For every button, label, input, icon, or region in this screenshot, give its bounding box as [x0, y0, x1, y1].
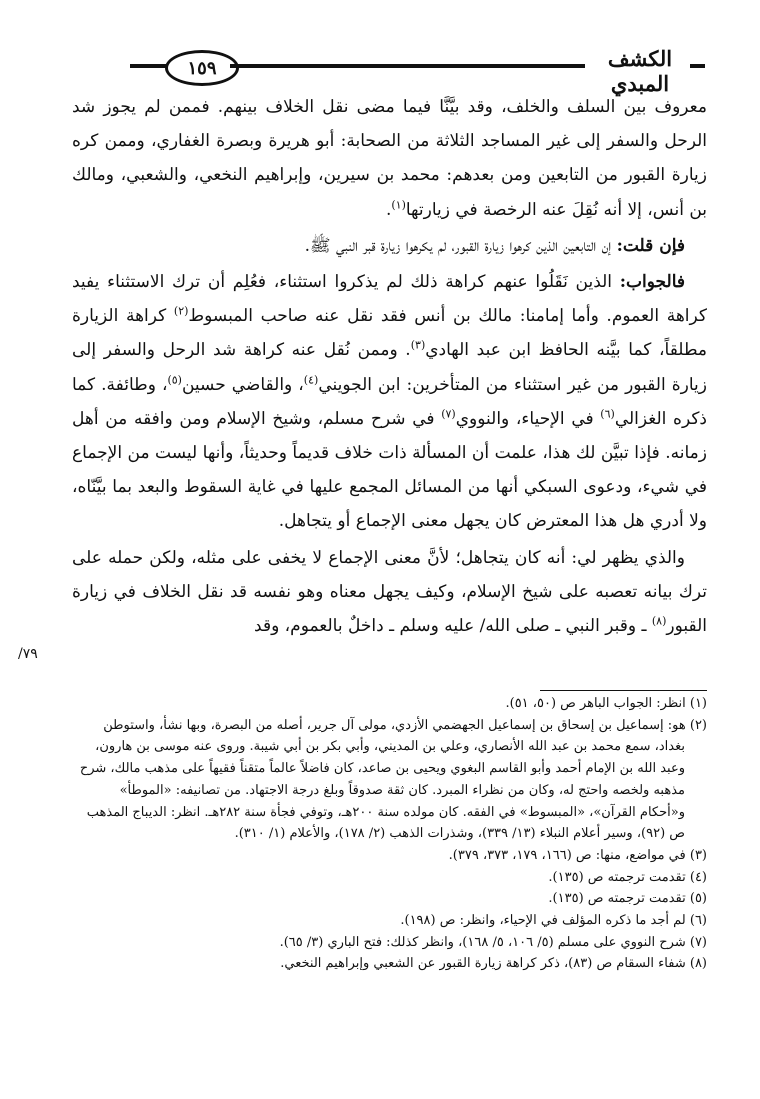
- page-header: [130, 40, 705, 96]
- question-text: إن التابعين الذين كرهوا زيارة القبور، لم يكرهوا زيارة قبر النبي ﷺ.: [304, 235, 612, 256]
- footnote-3: (٣) في مواضع، منها: ص (١٦٦، ١٧٩، ٣٧٣، ٣٧٩).: [448, 847, 707, 863]
- answer-text-5: ، وطائفة. كما ذكره الغزالي: [72, 374, 707, 429]
- footnote-separator: [540, 690, 707, 691]
- footnote-ref-4: (٤): [303, 372, 319, 386]
- final-text-1: والذي يظهر لي: أنه كان يتجاهل؛ لأنَّ معنى الإجماع لا يخفى على مثله، ولكن حمله على ترك بيانه تعصبه على شيخ الإسلام، وكيف يجهل معناه وهو نفسه قد نقل الخلاف في زيارة القبور: [72, 547, 707, 637]
- footnote-1: (١) انظر: الجواب الباهر ص (٥٠، ٥١).: [505, 696, 707, 711]
- footnote-ref-7: (٧): [441, 407, 456, 421]
- answer-text-4: ، والقاضي حسين: [181, 374, 304, 395]
- footnote-ref-2: (٢): [173, 304, 189, 318]
- answer-text-1: الذين نَقَلُوا عنهم كراهة ذلك لم يذكروا استثناء، فعُلِم أن ترك الاستثناء يفيد كراهة العموم. وأما إمامنا: مالك بن أنس فقد نقل عنه صاحب المبسوط: [72, 272, 707, 327]
- final-paragraph: [72, 541, 707, 644]
- running-title: الكشف المبدي: [607, 46, 673, 96]
- footnote-2: (٢) هو: إسماعيل بن إسحاق بن إسماعيل الجهضمي الأزدي، مولى آل جرير، أصله من البصرة، وبها نشأ، واستوطن بغداد، سمع محمد بن عبد الله الأنصاري، وعلي بن المديني، وأبي بكر بن أبي شيبة. وروى عنه موسى بن هارون، وعبد الله بن الإمام أحمد وأبو القاسم البغوي ويحيى بن صاعد، كان فاضلاً عالماً متقناً فقيهاً على مذهب مالك، شرح مذهبه ولخصه واحتج له، وكان من نظراء المبرد. كان ثقة صدوقاً وبلغ درجة الاجتهاد. من تصانيفه: «الموطأ» و«أحكام القرآن»، «المبسوط» في الفقه. كان مولده سنة ٢٠٠هـ، وتوفي فجأة سنة ٢٨٢هـ. انظر: الديباج المذهب ص (٩٢)، وسير أعلام النبلاء (١٣/ ٣٣٩)، وشذرات الذهب (٢/ ١٧٨)، والأعلام (١/ ٣١٠).: [79, 717, 707, 842]
- footnote-4: (٤) تقدمت ترجمته ص (١٣٥).: [548, 869, 707, 885]
- answer-text-2: كراهة الزيارة مطلقاً، كما بيَّنه الحافظ ابن عبد الهادي: [72, 306, 707, 361]
- header-rule-middle: [230, 64, 585, 68]
- page-number: ١٥٩: [165, 50, 239, 86]
- answer-paragraph: [72, 265, 707, 539]
- header-rule-right: [690, 64, 705, 68]
- paragraph-1-end: .: [385, 199, 392, 220]
- footnote-ref-3: (٣): [410, 338, 426, 352]
- header-rule-left: [130, 64, 170, 68]
- question-paragraph: [72, 229, 707, 263]
- final-text-2: ـ وقبر النبي ـ صلى الله/ عليه وسلم ـ داخلٌ بالعموم، وقد: [254, 616, 652, 637]
- paragraph-1-text: معروف بين السلف والخلف، وقد بيَّنَّا فيما مضى نقل الخلاف بينهم. فممن لم يجوز شد الرحل والسفر إلى غير المساجد الثلاثة من الصحابة: أبو هريرة وبصرة الغفاري، وممن كره زيارة القبور من التابعين ومن بعدهم: محمد بن سيرين، وإبراهيم النخعي، والشعبي، ومالك بن أنس، إلا أنه نُقِلَ عنه الرخصة في زيارتها: [72, 97, 707, 220]
- main-text: [72, 90, 707, 643]
- answer-text-3: . وممن نُقل عنه كراهة شد الرحل والسفر إلى زيارة القبور من غير استثناء من المتأخرين: ابن الجويني: [72, 340, 707, 395]
- footnote-ref-5: (٥): [167, 372, 182, 386]
- answer-text-7: في شرح مسلم، وشيخ الإسلام ومن وافقه من أهل زمانه. فإذا تبيَّن لك هذا، علمت أن المسألة ذات خلاف قديماً وحديثاً، وأنها ليست من الإجماع في شيء، ودعوى السبكي أنها من المسائل المجمع عليها في غاية السقوط والبعد بما بيَّنّاه، ولا أدري هل هذا المعترض كان يجهل معنى الإجماع أو يتجاهل.: [72, 408, 708, 532]
- footnote-8: (٨) شفاء السقام ص (٨٣)، ذكر كراهة زيارة القبور عن الشعبي وإبراهيم النخعي.: [280, 956, 707, 972]
- footnote-7: (٧) شرح النووي على مسلم (٥/ ١٠٦، ٥/ ١٦٨)، وانظر كذلك: فتح الباري (٣/ ٦٥).: [279, 934, 707, 950]
- footnote-ref-8: (٨): [651, 614, 667, 628]
- footnotes: [72, 693, 707, 975]
- footnote-ref-6: (٦): [600, 407, 615, 421]
- paragraph-1: [72, 90, 707, 227]
- answer-label: فالجواب:: [619, 272, 685, 293]
- footnote-5: (٥) تقدمت ترجمته ص (١٣٥).: [548, 891, 707, 907]
- question-label: فإن قلت:: [616, 235, 685, 256]
- footnote-6: (٦) لم أجد ما ذكره المؤلف في الإحياء، وانظر: ص (١٩٨).: [400, 913, 707, 929]
- answer-text-6: في الإحياء، والنووي: [455, 408, 601, 429]
- manuscript-folio-marker: ٧٩/: [18, 646, 38, 662]
- footnote-ref-1: (١): [391, 197, 406, 211]
